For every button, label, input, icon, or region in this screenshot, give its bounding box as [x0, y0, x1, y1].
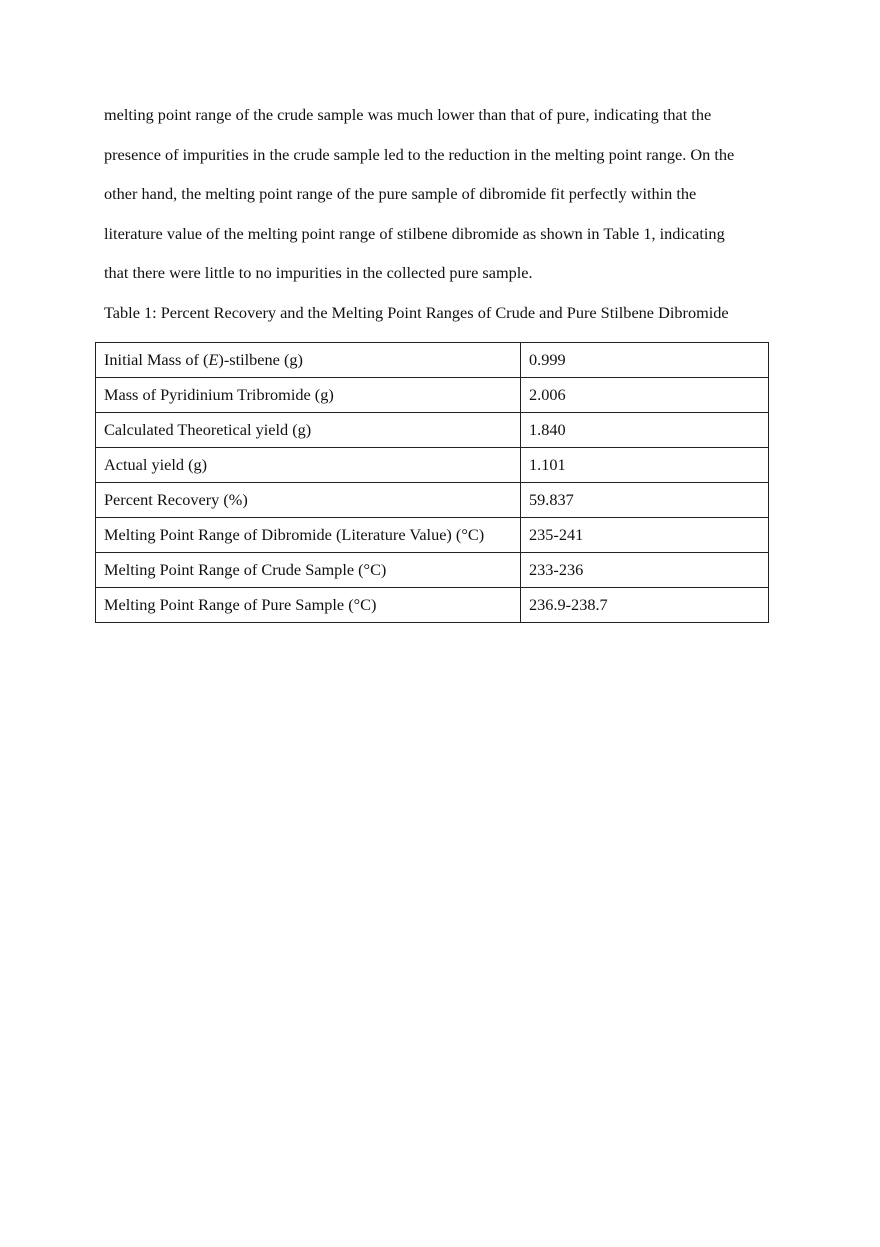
label-text: Initial Mass of (	[104, 350, 209, 369]
row-label: Actual yield (g)	[96, 448, 521, 483]
paragraph-line: literature value of the melting point range of stilbene dibromide as shown in Table 1, indicating	[104, 223, 725, 243]
body-paragraph	[104, 95, 784, 293]
label-text: )-stilbene (g)	[218, 350, 303, 369]
table-row	[96, 448, 769, 483]
paragraph-line: melting point range of the crude sample was much lower than that of pure, indicating that the	[104, 105, 712, 124]
row-value: 236.9-238.7	[521, 588, 769, 623]
row-value: 1.101	[521, 448, 769, 483]
row-value: 59.837	[521, 483, 769, 518]
paragraph-line: that there were little to no impurities in the collected pure sample.	[104, 263, 533, 282]
row-label: Mass of Pyridinium Tribromide (g)	[96, 378, 521, 413]
row-value: 233-236	[521, 553, 769, 588]
row-value: 1.840	[521, 413, 769, 448]
table-row	[96, 483, 769, 518]
row-value: 2.006	[521, 378, 769, 413]
row-label: Melting Point Range of Dibromide (Literature Value) (°C)	[96, 518, 521, 553]
table-caption: Table 1: Percent Recovery and the Melting Point Ranges of Crude and Pure Stilbene Dibromide	[104, 303, 729, 322]
row-label: Melting Point Range of Pure Sample (°C)	[96, 588, 521, 623]
label-italic: E	[208, 350, 219, 369]
table-row	[96, 588, 769, 623]
table-row	[96, 378, 769, 413]
row-label	[96, 343, 521, 378]
table-row	[96, 518, 769, 553]
table-row	[96, 413, 769, 448]
results-table	[95, 342, 769, 623]
table-row	[96, 343, 769, 378]
row-value: 235-241	[521, 518, 769, 553]
row-value: 0.999	[521, 343, 769, 378]
table-row	[96, 553, 769, 588]
row-label: Percent Recovery (%)	[96, 483, 521, 518]
paragraph-line: other hand, the melting point range of the pure sample of dibromide fit perfectly within the	[104, 184, 697, 203]
row-label: Melting Point Range of Crude Sample (°C)	[96, 553, 521, 588]
row-label: Calculated Theoretical yield (g)	[96, 413, 521, 448]
paragraph-line: presence of impurities in the crude sample led to the reduction in the melting point range. On the	[104, 144, 735, 164]
